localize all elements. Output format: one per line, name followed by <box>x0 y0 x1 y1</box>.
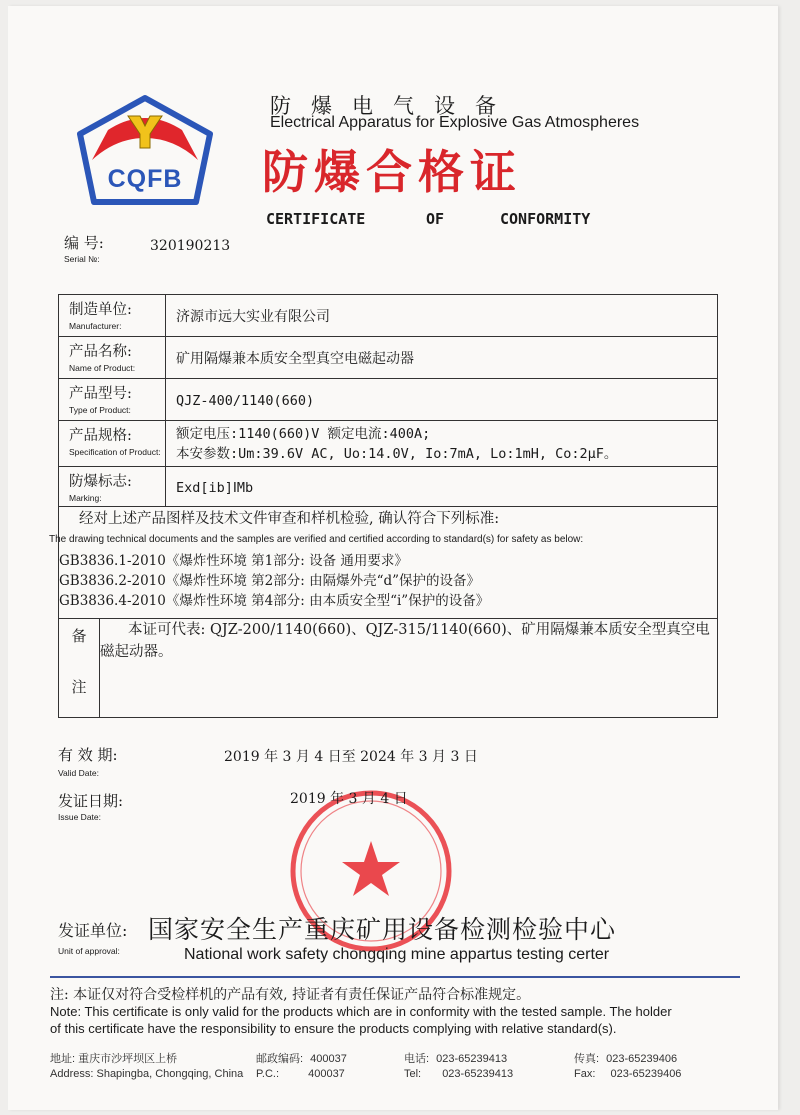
footer-tel-en <box>404 1068 513 1080</box>
header-title-cn: 防爆电气设备 <box>270 94 516 118</box>
certificate-title-cn: 防爆合格证 <box>262 145 522 199</box>
footer-postcode-cn <box>256 1050 347 1066</box>
spec-label <box>59 421 166 467</box>
row-standards <box>59 507 718 619</box>
product-name-label-en: Name of Product: <box>69 363 136 373</box>
postcode-label-cn: 邮政编码: <box>256 1053 304 1065</box>
tel-value-2: 023-65239413 <box>442 1068 514 1080</box>
fax-label-en: Fax: <box>574 1068 596 1080</box>
spec-label-en: Specification of Product: <box>69 447 161 457</box>
issue-label-en: Issue Date: <box>58 812 101 822</box>
standards-cell <box>49 507 718 619</box>
product-name-cell <box>166 337 718 379</box>
certificate-title-en-3: CONFORMITY <box>500 210 591 228</box>
header-title-en: Electrical Apparatus for Explosive Gas Atmospheres <box>270 114 640 131</box>
postcode-label-en: P.C.: <box>256 1068 280 1080</box>
marking-cell <box>166 467 718 507</box>
approval-name-cn: 国家安全生产重庆矿用设备检测检验中心 <box>148 915 617 944</box>
product-type-value: QJZ-400/1140(660) <box>176 393 315 409</box>
product-name-value: 矿用隔爆兼本质安全型真空电磁起动器 <box>176 350 414 367</box>
remarks-label-col <box>59 619 100 717</box>
address-label-cn: 地址: <box>50 1053 76 1065</box>
row-product-name <box>59 337 718 379</box>
issue-value: 2019 年 3 月 4 日 <box>290 791 408 807</box>
serial-value: 320190213 <box>150 238 231 254</box>
footer-tel-cn <box>404 1050 507 1066</box>
row-manufacturer <box>59 295 718 337</box>
certificate-page <box>8 6 778 1110</box>
product-type-label <box>59 379 166 421</box>
spec-line-1: 额定电压:1140(660)V 额定电流:400A; <box>176 425 431 442</box>
footer-fax-en <box>574 1068 681 1080</box>
postcode-value-2: 400037 <box>308 1068 345 1080</box>
tel-label-en: Tel: <box>404 1068 422 1080</box>
remarks-text-col <box>100 619 718 717</box>
spec-cell <box>166 421 718 467</box>
note-en-2: of this certificate have the responsibility to ensure the products complying with relative standard(s). <box>50 1021 617 1036</box>
address-value-en: Shapingba, Chongqing, China <box>96 1068 244 1080</box>
spec-line-2: 本安参数:Um:39.6V AC, Uo:14.0V, Io:7mA, Lo:1mH, Co:2μF。 <box>176 445 618 462</box>
product-type-label-en: Type of Product: <box>69 405 131 415</box>
standard-item-2: GB3836.2-2010《爆炸性环境 第2部分: 由隔爆外壳“d”保护的设备》 <box>59 573 481 589</box>
marking-value: Exd[ib]ⅠMb <box>176 480 254 496</box>
remarks-cell <box>59 619 718 718</box>
postcode-value-1: 400037 <box>310 1053 347 1065</box>
remarks-inner <box>59 619 717 717</box>
serial-label-en: Serial №: <box>64 254 100 264</box>
row-marking <box>59 467 718 507</box>
footer-postcode-en <box>256 1068 345 1080</box>
valid-value: 2019 年 3 月 4 日至 2024 年 3 月 3 日 <box>224 749 478 765</box>
footer-fax-cn <box>574 1050 677 1066</box>
remarks-label-2: 注 <box>71 678 87 696</box>
row-product-type <box>59 379 718 421</box>
product-name-label <box>59 337 166 379</box>
note-en-1: Note: This certificate is only valid for the products which are in conformity with the tested sample. The holder <box>50 1004 672 1019</box>
marking-label-cn: 防爆标志: <box>69 474 132 490</box>
manufacturer-label <box>59 295 166 337</box>
footer-address-en <box>50 1068 243 1080</box>
manufacturer-label-en: Manufacturer: <box>69 321 122 331</box>
spec-label-cn: 产品规格: <box>69 428 132 444</box>
standard-item-1: GB3836.1-2010《爆炸性环境 第1部分: 设备 通用要求》 <box>59 553 408 569</box>
row-spec <box>59 421 718 467</box>
seal-star-icon <box>342 841 400 896</box>
manufacturer-value: 济源市远大实业有限公司 <box>176 308 330 325</box>
note-cn: 注: 本证仅对符合受检样机的产品有效, 持证者有责任保证产品符合标准规定。 <box>50 987 531 1003</box>
approval-label-cn: 发证单位: <box>58 921 128 940</box>
address-value-cn: 重庆市沙坪坝区上桥 <box>78 1053 178 1065</box>
product-type-label-cn: 产品型号: <box>69 386 132 402</box>
remarks-label-1: 备 <box>71 627 87 645</box>
fax-value-2: 023-65239406 <box>610 1068 682 1080</box>
cqfb-logo <box>70 94 220 206</box>
certificate-title-en-2: OF <box>426 210 445 228</box>
row-remarks <box>59 619 718 718</box>
fax-label-cn: 传真: <box>574 1053 600 1065</box>
logo-text: CQFB <box>107 165 183 193</box>
issue-label-cn: 发证日期: <box>58 792 124 810</box>
manufacturer-cell <box>166 295 718 337</box>
serial-label-cn: 编 号: <box>64 234 104 252</box>
remarks-text: 本证可代表: QJZ-200/1140(660)、QJZ-315/1140(660)、矿用隔爆兼本质安全型真空电磁起动器。 <box>100 622 710 660</box>
standards-intro-en: The drawing technical documents and the samples are verified and certified according to standard(s) for safety as below: <box>49 534 584 545</box>
product-name-label-cn: 产品名称: <box>69 344 132 360</box>
footer-address-cn <box>50 1050 177 1066</box>
certificate-title-en-1: CERTIFICATE <box>266 210 366 228</box>
manufacturer-label-cn: 制造单位: <box>69 302 132 318</box>
approval-label-en: Unit of approval: <box>58 946 120 956</box>
product-type-cell <box>166 379 718 421</box>
marking-label-en: Marking: <box>69 493 102 503</box>
standard-item-3: GB3836.4-2010《爆炸性环境 第4部分: 由本质安全型“i”保护的设备》 <box>59 593 490 609</box>
address-label-en: Address: <box>50 1068 94 1080</box>
marking-label <box>59 467 166 507</box>
approval-name-en: National work safety chongqing mine appartus testing certer <box>184 946 610 963</box>
footer-divider <box>50 976 740 978</box>
tel-label-cn: 电话: <box>404 1053 430 1065</box>
certificate-table <box>49 294 718 718</box>
fax-value-1: 023-65239406 <box>606 1053 678 1065</box>
valid-label-cn: 有 效 期: <box>58 746 118 764</box>
standards-intro-cn: 经对上述产品图样及技术文件审查和样机检验, 确认符合下列标准: <box>79 511 500 527</box>
tel-value-1: 023-65239413 <box>436 1053 508 1065</box>
valid-label-en: Valid Date: <box>58 768 99 778</box>
